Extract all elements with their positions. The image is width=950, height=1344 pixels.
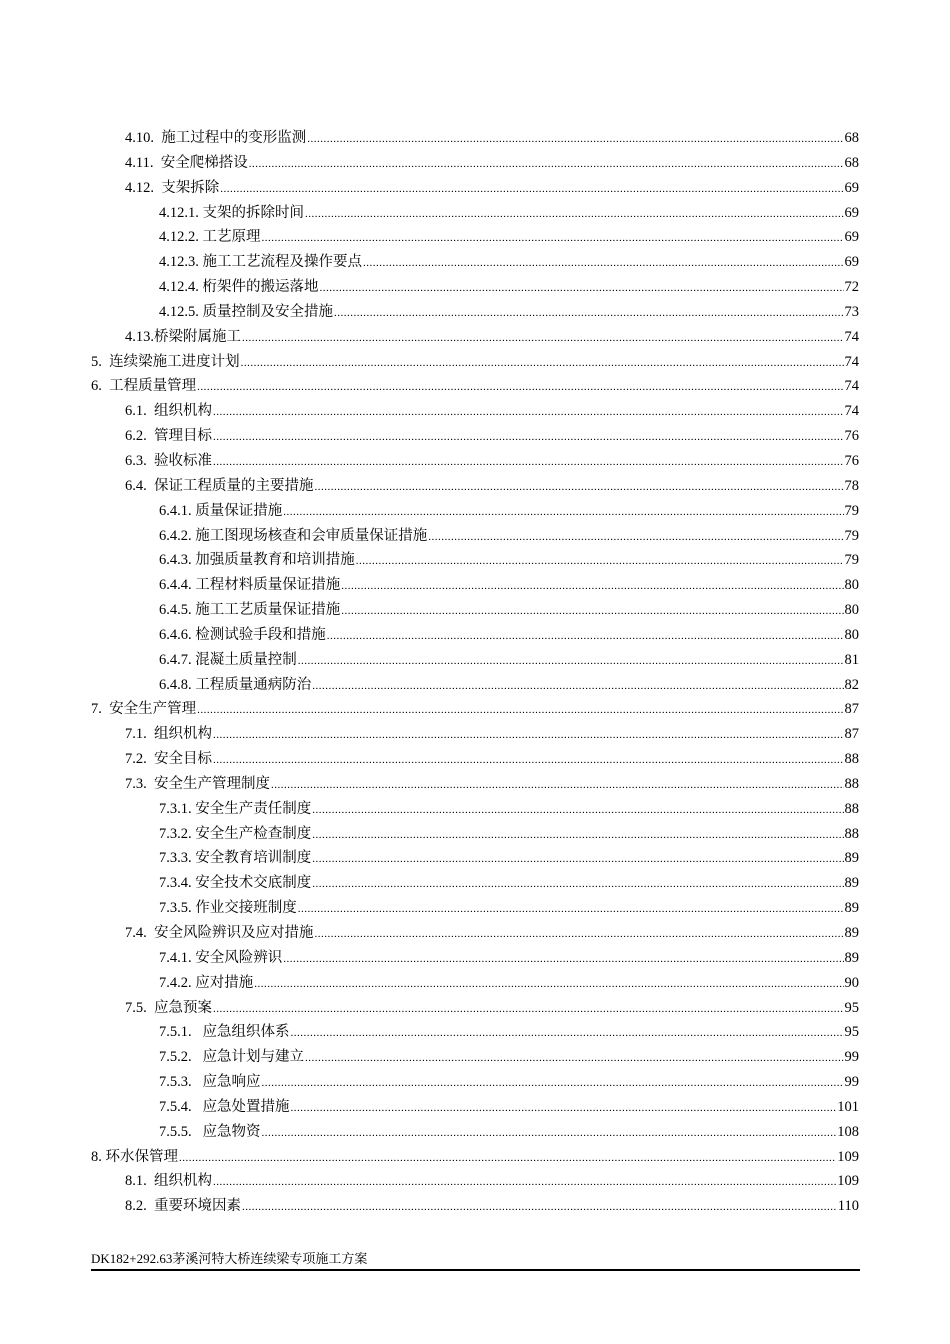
toc-entry[interactable]	[0, 1045, 950, 1070]
toc-entry-page-number: 69	[844, 254, 859, 271]
toc-entry[interactable]	[0, 598, 950, 623]
toc-entry-number: 6.4.4.	[159, 577, 192, 594]
toc-entry-page-number: 69	[844, 179, 859, 196]
toc-entry-title: 应急物资	[202, 1123, 261, 1140]
toc-entry[interactable]	[0, 697, 950, 722]
toc-entry-title: 环水保管理	[105, 1148, 178, 1165]
toc-dot-leader	[283, 947, 843, 972]
toc-entry-number: 4.13.	[125, 328, 154, 345]
toc-dot-leader	[179, 1146, 836, 1171]
toc-entry-number: 7.3.1.	[159, 800, 192, 817]
toc-dot-leader	[262, 226, 844, 251]
toc-entry[interactable]	[0, 648, 950, 673]
toc-entry-number: 7.5.3.	[159, 1074, 192, 1091]
toc-entry-number: 7.4.	[125, 925, 147, 941]
toc-entry[interactable]	[0, 846, 950, 871]
toc-dot-leader	[213, 1170, 836, 1195]
toc-entry-gap	[147, 772, 154, 797]
toc-dot-leader	[312, 798, 843, 823]
toc-entry-gap	[147, 1194, 154, 1219]
toc-dot-leader	[254, 972, 843, 997]
toc-entry[interactable]	[0, 225, 950, 250]
toc-entry-number: 6.4.5.	[159, 602, 192, 619]
toc-entry[interactable]	[0, 747, 950, 772]
toc-entry-page-number: 99	[844, 1049, 859, 1066]
toc-dot-leader	[312, 823, 843, 848]
toc-entry-title: 作业交接班制度	[195, 900, 297, 917]
toc-entry[interactable]	[0, 822, 950, 847]
toc-entry[interactable]	[0, 524, 950, 549]
toc-entry-page-number: 79	[844, 527, 859, 544]
toc-entry-title: 工程材料质量保证措施	[195, 577, 341, 594]
toc-entry-title: 质量保证措施	[195, 502, 283, 519]
toc-entry[interactable]	[0, 1070, 950, 1095]
toc-dot-leader	[271, 773, 844, 798]
toc-entry-number: 7.4.1.	[159, 949, 192, 966]
toc-dot-leader	[213, 723, 844, 748]
toc-entry-page-number: 90	[844, 974, 859, 991]
toc-entry-page-number: 73	[844, 303, 859, 320]
toc-entry-title: 支架拆除	[161, 179, 220, 196]
toc-entry-gap	[147, 921, 154, 946]
toc-entry[interactable]	[0, 1095, 950, 1120]
toc-entry-number: 8.2.	[125, 1198, 147, 1215]
toc-entry[interactable]	[0, 424, 950, 449]
toc-entry-number: 7.3.2.	[159, 825, 192, 842]
toc-entry[interactable]	[0, 250, 950, 275]
toc-entry-page-number: 68	[844, 130, 859, 146]
toc-entry[interactable]	[0, 325, 950, 350]
toc-entry-title: 安全风险辨识及应对措施	[154, 925, 314, 941]
toc-entry-title: 安全教育培训制度	[195, 850, 312, 867]
toc-entry-page-number: 76	[844, 428, 859, 445]
toc-entry-gap	[147, 722, 154, 747]
toc-dot-leader	[305, 1046, 844, 1071]
toc-entry-gap	[147, 1169, 154, 1194]
toc-dot-leader	[334, 301, 844, 326]
toc-entry-number: 6.	[91, 378, 102, 395]
toc-entry-page-number: 74	[844, 403, 859, 420]
toc-dot-leader	[341, 574, 843, 599]
toc-entry-title: 安全风险辨识	[195, 949, 283, 966]
toc-entry-number: 6.4.6.	[159, 626, 192, 643]
toc-dot-leader	[356, 549, 844, 574]
toc-dot-leader	[341, 599, 843, 624]
toc-entry-number: 7.5.2.	[159, 1049, 192, 1066]
toc-dot-leader	[327, 624, 844, 649]
toc-entry-gap	[154, 126, 161, 151]
toc-entry-title: 安全生产责任制度	[195, 800, 312, 817]
toc-entry-number: 6.4.8.	[159, 676, 192, 693]
toc-entry[interactable]	[0, 474, 950, 499]
toc-entry-title: 施工图现场核查和会审质量保证措施	[195, 527, 428, 544]
toc-entry-number: 7.2.	[125, 751, 147, 768]
toc-entry[interactable]	[0, 1120, 950, 1145]
toc-dot-leader	[291, 1021, 844, 1046]
toc-entry[interactable]	[0, 374, 950, 399]
toc-entry-title: 安全生产管理	[109, 701, 197, 718]
toc-entry-number: 7.3.	[125, 775, 147, 792]
toc-dot-leader	[213, 748, 844, 773]
toc-entry[interactable]	[0, 946, 950, 971]
toc-entry-gap	[154, 176, 161, 201]
toc-entry[interactable]	[0, 548, 950, 573]
toc-entry-gap	[153, 151, 160, 176]
toc-entry-number: 7.3.4.	[159, 875, 192, 892]
toc-dot-leader	[220, 177, 843, 202]
toc-entry-title: 安全生产检查制度	[195, 825, 312, 842]
toc-entry-title: 组织机构	[154, 403, 212, 420]
toc-entry[interactable]	[0, 151, 950, 176]
toc-entry-title: 管理目标	[154, 428, 212, 445]
toc-entry-title: 保证工程质量的主要措施	[154, 477, 314, 494]
toc-entry-page-number: 95	[844, 1024, 859, 1041]
toc-entry-title: 应急处置措施	[202, 1098, 290, 1115]
toc-dot-leader	[315, 922, 844, 947]
toc-entry-number: 4.12.4.	[159, 279, 199, 296]
toc-dot-leader	[312, 847, 843, 872]
toc-entry-number: 5.	[91, 353, 102, 370]
toc-dot-leader	[363, 251, 844, 276]
page-footer-title: DK182+292.63茅溪河特大桥连续梁专项施工方案	[91, 1251, 368, 1266]
toc-entry-number: 8.	[91, 1148, 102, 1165]
toc-dot-leader	[213, 425, 844, 450]
toc-entry[interactable]	[0, 275, 950, 300]
footer-divider	[91, 1269, 860, 1271]
toc-dot-leader	[291, 1096, 837, 1121]
toc-entry-number: 7.3.5.	[159, 900, 192, 917]
toc-entry-gap	[147, 747, 154, 772]
toc-entry-number: 6.3.	[125, 452, 147, 469]
toc-entry-number: 6.1.	[125, 403, 147, 420]
toc-entry[interactable]	[0, 1145, 950, 1170]
toc-entry-number: 6.2.	[125, 428, 147, 445]
toc-dot-leader	[241, 351, 844, 376]
toc-entry-gap	[102, 697, 109, 722]
toc-entry-page-number: 87	[844, 726, 859, 743]
toc-entry-number: 6.4.	[125, 477, 147, 494]
toc-entry-gap	[147, 996, 154, 1021]
toc-entry-title: 应对措施	[195, 974, 254, 991]
toc-dot-leader	[262, 1071, 844, 1096]
toc-entry-title: 安全生产管理制度	[154, 775, 270, 792]
toc-entry-title: 施工工艺流程及操作要点	[202, 254, 362, 271]
toc-entry[interactable]	[0, 722, 950, 747]
toc-entry-page-number: 74	[844, 328, 859, 345]
toc-entry-title: 施工过程中的变形监测	[161, 130, 307, 146]
toc-dot-leader	[315, 475, 844, 500]
toc-entry-title: 应急计划与建立	[202, 1049, 304, 1066]
toc-entry[interactable]	[0, 399, 950, 424]
toc-entry-page-number: 81	[844, 651, 859, 668]
toc-entry-title: 桁架件的搬运落地	[202, 279, 319, 296]
toc-entry[interactable]	[0, 201, 950, 226]
toc-entry-number: 7.5.	[125, 999, 147, 1016]
toc-entry[interactable]	[0, 1194, 950, 1219]
toc-entry-title: 支架的拆除时间	[202, 204, 304, 221]
toc-entry-page-number: 109	[837, 1173, 859, 1190]
toc-entry-page-number: 88	[844, 775, 859, 792]
toc-dot-leader	[320, 276, 844, 301]
toc-entry-gap	[147, 449, 154, 474]
toc-dot-leader	[242, 326, 844, 351]
toc-dot-leader	[312, 674, 843, 699]
toc-entry-number: 6.4.1.	[159, 502, 192, 519]
toc-entry-number: 8.1.	[125, 1173, 147, 1190]
toc-entry-title: 安全技术交底制度	[195, 875, 312, 892]
toc-entry-page-number: 89	[844, 850, 859, 867]
toc-entry-page-number: 74	[844, 353, 859, 370]
toc-entry-page-number: 88	[844, 751, 859, 768]
toc-entry[interactable]	[0, 1020, 950, 1045]
toc-entry-title: 加强质量教育和培训措施	[195, 552, 355, 569]
toc-dot-leader	[283, 500, 843, 525]
toc-entry[interactable]	[0, 499, 950, 524]
toc-entry-page-number: 108	[837, 1123, 859, 1140]
toc-entry-number: 7.1.	[125, 726, 147, 743]
toc-dot-leader	[197, 698, 843, 723]
toc-entry-page-number: 88	[844, 825, 859, 842]
toc-entry-title: 施工工艺质量保证措施	[195, 602, 341, 619]
toc-entry[interactable]	[0, 896, 950, 921]
toc-entry-page-number: 89	[844, 900, 859, 917]
toc-entry-page-number: 76	[844, 452, 859, 469]
toc-entry[interactable]	[0, 126, 950, 151]
toc-entry-page-number: 69	[844, 204, 859, 221]
toc-entry-title: 工艺原理	[202, 229, 261, 246]
toc-entry-page-number: 109	[837, 1148, 859, 1165]
toc-entry[interactable]	[0, 673, 950, 698]
toc-entry-gap	[192, 1120, 203, 1145]
toc-entry-number: 6.4.2.	[159, 527, 192, 544]
toc-entry-title: 连续梁施工进度计划	[109, 353, 240, 370]
toc-entry[interactable]	[0, 623, 950, 648]
toc-entry-gap	[147, 424, 154, 449]
toc-entry-number: 4.12.2.	[159, 229, 199, 246]
toc-entry-page-number: 79	[844, 552, 859, 569]
toc-entry[interactable]	[0, 1169, 950, 1194]
toc-entry-gap	[102, 374, 109, 399]
toc-entry-title: 验收标准	[154, 452, 212, 469]
toc-entry-title: 检测试验手段和措施	[195, 626, 326, 643]
toc-entry-gap	[147, 474, 154, 499]
toc-entry[interactable]	[0, 449, 950, 474]
toc-entry-page-number: 68	[844, 154, 859, 171]
toc-entry-gap	[147, 399, 154, 424]
table-of-contents	[0, 126, 950, 1219]
toc-entry-title: 质量控制及安全措施	[202, 303, 333, 320]
toc-entry-page-number: 74	[844, 378, 859, 395]
toc-entry-title: 桥梁附属施工	[154, 328, 241, 345]
toc-dot-leader	[242, 1195, 837, 1220]
toc-entry-title: 工程质量管理	[109, 378, 197, 395]
toc-entry-page-number: 89	[844, 875, 859, 892]
toc-dot-leader	[298, 897, 844, 922]
toc-entry[interactable]	[0, 921, 950, 946]
toc-entry-page-number: 78	[844, 477, 859, 494]
toc-entry-page-number: 80	[844, 602, 859, 619]
toc-entry-number: 6.4.3.	[159, 552, 192, 569]
toc-entry[interactable]	[0, 300, 950, 325]
toc-dot-leader	[312, 872, 843, 897]
toc-entry-number: 4.12.3.	[159, 254, 199, 271]
toc-entry-title: 重要环境因素	[154, 1198, 241, 1215]
toc-entry-page-number: 89	[844, 949, 859, 966]
toc-entry-number: 7.5.1.	[159, 1024, 192, 1041]
toc-entry-number: 4.12.5.	[159, 303, 199, 320]
toc-entry-number: 7.4.2.	[159, 974, 192, 991]
toc-entry-page-number: 72	[844, 279, 859, 296]
toc-entry-gap	[192, 1045, 203, 1070]
toc-entry-page-number: 110	[837, 1198, 859, 1215]
toc-entry-page-number: 99	[844, 1074, 859, 1091]
toc-entry-page-number: 82	[844, 676, 859, 693]
toc-dot-leader	[307, 127, 843, 152]
toc-dot-leader	[213, 450, 844, 475]
toc-entry-gap	[192, 1020, 203, 1045]
toc-entry[interactable]	[0, 772, 950, 797]
toc-entry-gap	[192, 1070, 203, 1095]
toc-entry-title: 组织机构	[154, 726, 212, 743]
toc-entry-title: 工程质量通病防治	[195, 676, 312, 693]
toc-dot-leader	[262, 1121, 837, 1146]
toc-entry-page-number: 101	[837, 1098, 859, 1115]
toc-entry-page-number: 69	[844, 229, 859, 246]
toc-entry[interactable]	[0, 573, 950, 598]
toc-dot-leader	[213, 997, 844, 1022]
toc-dot-leader	[305, 202, 844, 227]
toc-entry-page-number: 80	[844, 626, 859, 643]
toc-entry-page-number: 87	[844, 701, 859, 718]
toc-entry-number: 4.12.1.	[159, 204, 199, 221]
toc-entry-gap	[102, 350, 109, 375]
toc-entry[interactable]	[0, 871, 950, 896]
toc-entry-title: 混凝土质量控制	[195, 651, 297, 668]
toc-entry-page-number: 88	[844, 800, 859, 817]
toc-entry-number: 4.11.	[125, 154, 154, 171]
toc-entry[interactable]	[0, 350, 950, 375]
toc-dot-leader	[213, 400, 844, 425]
toc-entry-title: 安全爬梯搭设	[160, 154, 248, 171]
toc-entry[interactable]	[0, 797, 950, 822]
toc-entry-page-number: 80	[844, 577, 859, 594]
toc-entry-title: 安全目标	[154, 751, 212, 768]
toc-entry-page-number: 89	[844, 925, 859, 941]
toc-dot-leader	[197, 375, 843, 400]
toc-entry-title: 应急组织体系	[202, 1024, 290, 1041]
toc-entry-title: 应急预案	[154, 999, 212, 1016]
toc-entry-number: 7.5.4.	[159, 1098, 192, 1115]
toc-entry-number: 6.4.7.	[159, 651, 192, 668]
toc-entry[interactable]	[0, 996, 950, 1021]
toc-entry-number: 7.3.3.	[159, 850, 192, 867]
toc-entry-number: 4.12.	[125, 179, 154, 196]
toc-entry[interactable]	[0, 971, 950, 996]
toc-entry-page-number: 79	[844, 502, 859, 519]
toc-dot-leader	[298, 649, 844, 674]
toc-entry-title: 应急响应	[202, 1074, 261, 1091]
toc-entry[interactable]	[0, 176, 950, 201]
toc-entry-page-number: 95	[844, 999, 859, 1016]
toc-dot-leader	[249, 152, 844, 177]
toc-entry-number: 7.	[91, 701, 102, 718]
toc-dot-leader	[428, 525, 843, 550]
toc-entry-number: 7.5.5.	[159, 1123, 192, 1140]
toc-entry-number: 4.10.	[125, 130, 154, 146]
toc-entry-title: 组织机构	[154, 1173, 212, 1190]
toc-entry-gap	[192, 1095, 203, 1120]
